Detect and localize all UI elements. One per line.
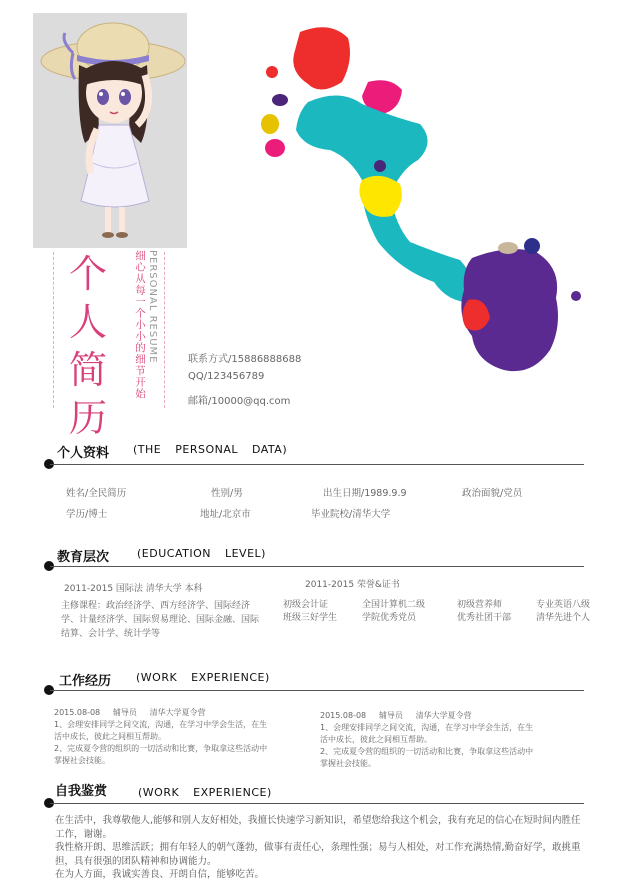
personal-gender: 性别/男 (211, 488, 243, 499)
self-evaluation (55, 814, 587, 882)
honor-item: 优秀社团干部 (457, 613, 512, 623)
work-entry-line: 1、会理安排同学之间交流，沟通，在学习中学会生活，在生活中成长，彼此之间相互帮助。 (54, 720, 268, 741)
work-entry-line: 2、完成夏令营的组织的一切活动和比赛，争取拿这些活动中掌握社会技能。 (320, 747, 534, 768)
section-subtitle-work: (WORK EXPERIENCE) (136, 671, 270, 684)
personal-address: 地址/北京市 (200, 509, 251, 520)
self-paragraph: 在生活中，我尊敬他人,能够和别人友好相处，我擅长快速学习新知识，希望您给我这个机会，我有充足的信心在短时间内胜任工作，谢谢。 (55, 815, 581, 840)
self-paragraph: 在为人方面，我诚实善良、开朗自信，能够吃苦。 (55, 869, 265, 880)
education-courses: 主修课程：政治经济学、西方经济学、国际经济学、计量经济学、国际贸易理论、国际金融、国际结算、会计学、统计学等 (61, 601, 260, 639)
work-entry (320, 710, 536, 770)
honors-column (536, 599, 590, 625)
decor-line-right (164, 252, 166, 408)
personal-school: 毕业院校/清华大学 (311, 509, 391, 520)
honor-item: 班级三好学生 (283, 613, 338, 623)
contact-phone: 联系方式/15886888688 (188, 354, 302, 365)
section-rule (50, 566, 584, 567)
vertical-en-title: PERSONAL RESUME (147, 250, 158, 364)
honor-item: 专业英语八级 (536, 600, 591, 610)
title-char: 历 (68, 396, 107, 440)
section-title-education: 教育层次 (57, 550, 110, 565)
paint-splash-footprint (250, 20, 610, 390)
decor-line-left (53, 252, 55, 408)
vertical-cn-slogan: 细心从每一个小小的细节开始 (134, 250, 146, 400)
personal-birth: 出生日期/1989.9.9 (323, 488, 407, 499)
honors-column (283, 599, 337, 625)
section-subtitle-education: (EDUCATION LEVEL) (137, 547, 266, 560)
honors-column (457, 599, 511, 625)
work-entry-line: 2、完成夏令营的组织的一切活动和比赛，争取拿这些活动中掌握社会技能。 (54, 744, 268, 765)
title-char: 人 (68, 300, 107, 344)
personal-degree: 学历/博士 (66, 509, 108, 520)
contact-qq: QQ/123456789 (188, 371, 265, 382)
section-rule (50, 803, 584, 804)
honors-column (362, 599, 425, 625)
section-subtitle-self: (WORK EXPERIENCE) (138, 786, 272, 799)
work-entry-header: 2015.08-08 辅导员 清华大学夏令营 (320, 711, 472, 720)
honor-item: 初级会计证 (283, 600, 329, 610)
resume-title (68, 250, 108, 442)
section-title-work: 工作经历 (59, 674, 112, 689)
title-char: 个 (68, 252, 107, 296)
section-rule (50, 690, 584, 691)
title-char: 简 (68, 348, 107, 392)
work-entry-header: 2015.08-08 辅导员 清华大学夏令营 (54, 708, 206, 717)
personal-name: 姓名/全民简历 (66, 488, 127, 499)
section-rule (50, 464, 584, 465)
work-entry (54, 707, 270, 767)
honor-item: 全国计算机二级 (362, 600, 426, 610)
contact-email: 邮箱/10000@qq.com (188, 396, 291, 407)
personal-politics: 政治面貌/党员 (462, 488, 523, 499)
self-paragraph: 我性格开朗、思维活跃；拥有年轻人的朝气蓬勃，做事有责任心，条理性强；易与人相处，对工作充满热情,勤奋好学，敢挑重担，具有很强的团队精神和协调能力。 (55, 842, 581, 867)
honor-item: 初级营养师 (457, 600, 503, 610)
honor-item: 学院优秀党员 (362, 613, 417, 623)
profile-photo (33, 13, 187, 248)
girl-illustration (33, 13, 187, 248)
work-entry-line: 1、会理安排同学之间交流，沟通，在学习中学会生活，在生活中成长，彼此之间相互帮助。 (320, 723, 534, 744)
section-title-self: 自我鉴赏 (55, 784, 108, 799)
honors-title: 2011-2015 荣誉&证书 (305, 580, 400, 590)
section-subtitle-personal: (THE PERSONAL DATA) (133, 443, 288, 456)
section-title-personal: 个人资料 (57, 446, 110, 461)
honor-item: 清华先进个人 (536, 613, 591, 623)
education-period: 2011-2015 国际法 清华大学 本科 (64, 584, 203, 594)
